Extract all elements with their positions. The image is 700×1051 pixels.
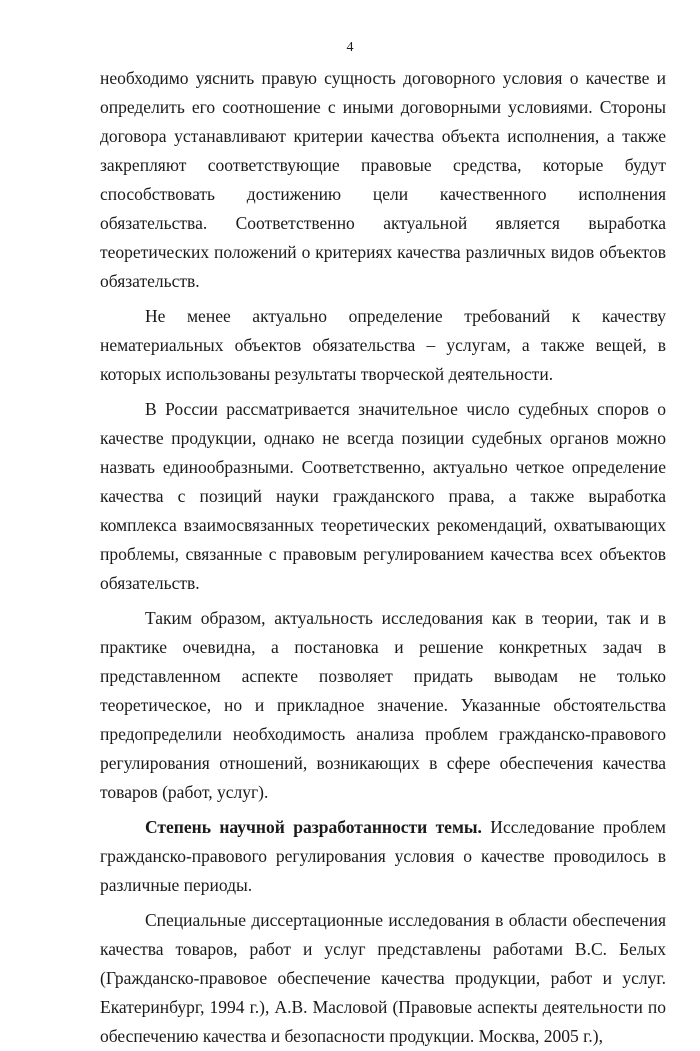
- paragraph-5-text: Исследование проблем гражданско-правового регулирования условия о качестве проводилось в различные периоды.: [100, 817, 666, 895]
- paragraph-6: Специальные диссертационные исследования в области обеспечения качества товаров, работ и услуг представлены работами В.С. Белых (Гражданско-правовое обеспечение качества продукции, работ и услуг. Екатеринбург, 1994 г.), А.В. Масловой (Правовые аспекты деятельности по обеспечению качества и безопасности продукции. Москва, 2005 г.),: [100, 910, 666, 1046]
- paragraph-1: необходимо уяснить правую сущность договорного условия о качестве и определить его соотношение с иными договорными условиями. Стороны договора устанавливают критерии качества объекта исполнения, а также закрепляют соответствующие правовые средства, которые будут способствовать достижению цели качественного исполнения обязательства. Соответственно актуальной является выработка теоретических положений о критериях качества различных видов объектов обязательств.: [100, 68, 666, 291]
- paragraph-2: Не менее актуально определение требований к качеству нематериальных объектов обязательства – услугам, а также вещей, в которых использованы результаты творческой деятельности.: [100, 306, 666, 384]
- paragraph-5: [100, 813, 666, 900]
- section-heading-inline: Степень научной разработанности темы.: [145, 817, 482, 837]
- paragraph-4: Таким образом, актуальность исследования как в теории, так и в практике очевидна, а постановка и решение конкретных задач в представленном аспекте позволяет придать выводам не только теоретическое, но и прикладное значение. Указанные обстоятельства предопределили необходимость анализа проблем гражданско-правового регулирования отношений, возникающих в сфере обеспечения качества товаров (работ, услуг).: [100, 608, 666, 802]
- page-number: 4: [346, 40, 354, 55]
- paragraph-3: В России рассматривается значительное число судебных споров о качестве продукции, однако не всегда позиции судебных органов можно назвать единообразными. Соответственно, актуально четкое определение качества с позиций науки гражданского права, а также выработка комплекса взаимосвязанных теоретических рекомендаций, охватывающих проблемы, связанные с правовым регулированием качества всех объектов обязательств.: [100, 399, 666, 593]
- document-body: [100, 64, 666, 1051]
